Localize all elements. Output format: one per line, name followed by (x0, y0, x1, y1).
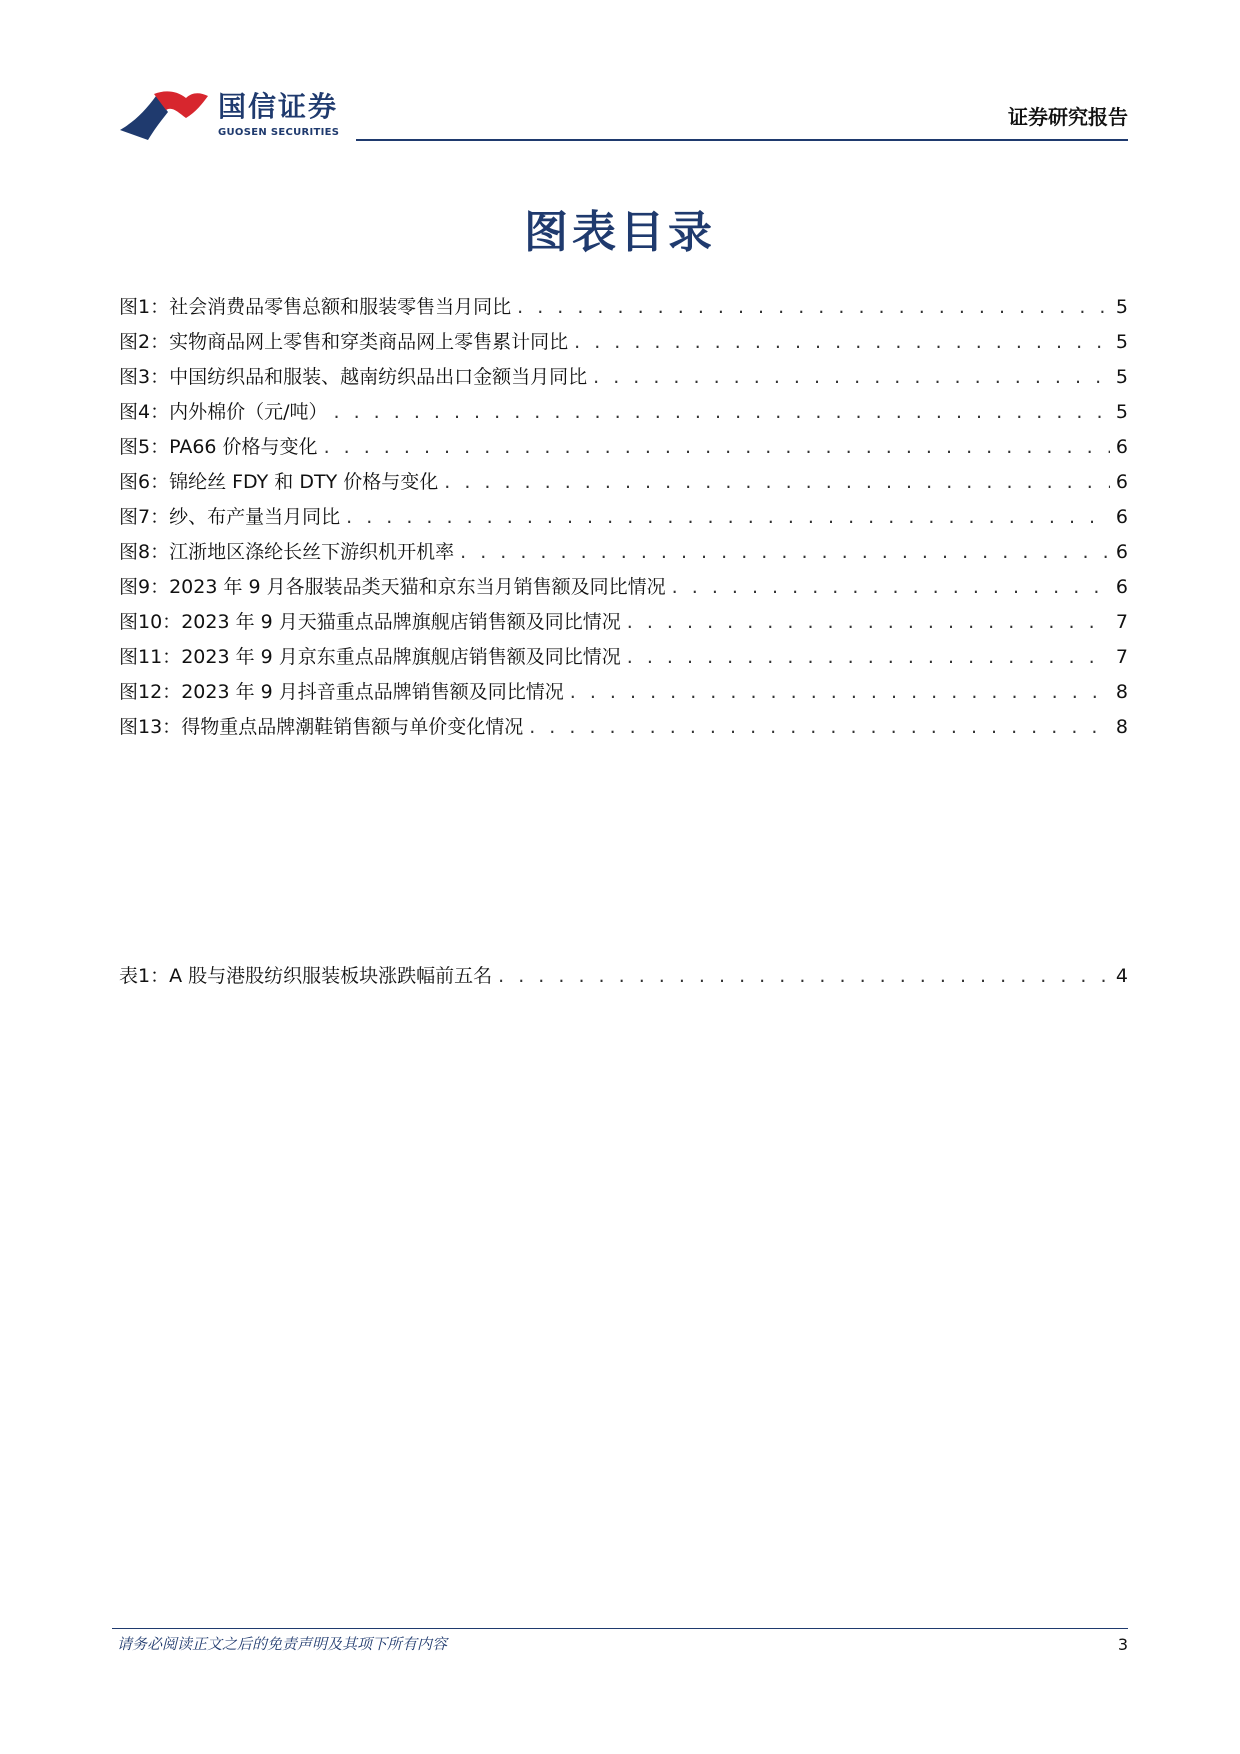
page-number: 3 (1117, 1635, 1128, 1654)
toc-entry-fig1[interactable] (119, 290, 1128, 325)
toc-leader-dots (574, 325, 1110, 360)
toc-entry-page: 7 (1115, 646, 1128, 668)
toc-entry-title: 中国纺织品和服装、越南纺织品出口金额当月同比 (169, 366, 588, 388)
toc-entry-page: 6 (1115, 576, 1128, 598)
toc-entry-title: 锦纶丝 FDY 和 DTY 价格与变化 (169, 471, 439, 493)
toc-entry-page: 6 (1115, 541, 1128, 563)
toc-entry-title: 江浙地区涤纶长丝下游织机开机率 (169, 541, 455, 563)
toc-leader-dots (627, 605, 1110, 640)
toc-entry-title: 内外棉价（元/吨） (169, 401, 328, 423)
toc-entry-label: 表1： (119, 965, 170, 987)
toc-entry-page: 6 (1115, 506, 1128, 528)
toc-entry-fig13[interactable] (119, 710, 1128, 745)
toc-entry-label: 图7： (119, 506, 170, 528)
toc-entry-label: 图2： (119, 331, 170, 353)
toc-leader-dots (517, 290, 1110, 325)
toc-leader-dots (346, 500, 1110, 535)
header-divider (356, 139, 1128, 141)
toc-entry-page: 6 (1115, 436, 1128, 458)
toc-entry-fig10[interactable] (119, 605, 1128, 640)
toc-entry-label: 图13： (119, 716, 182, 738)
toc-leader-dots (334, 395, 1110, 430)
toc-entry-title: 纱、布产量当月同比 (169, 506, 341, 528)
toc-leader-dots (444, 465, 1110, 500)
toc-entry-title: 2023 年 9 月抖音重点品牌销售额及同比情况 (181, 681, 564, 703)
figure-list (119, 290, 1128, 745)
toc-entry-label: 图3： (119, 366, 170, 388)
toc-entry-label: 图4： (119, 401, 170, 423)
toc-entry-page: 6 (1115, 471, 1128, 493)
toc-entry-fig2[interactable] (119, 325, 1128, 360)
toc-entry-page: 5 (1115, 366, 1128, 388)
toc-entry-fig8[interactable] (119, 535, 1128, 570)
toc-entry-page: 5 (1115, 331, 1128, 353)
toc-leader-dots (324, 430, 1110, 465)
toc-leader-dots (627, 640, 1110, 675)
toc-entry-label: 图11： (119, 646, 182, 668)
toc-leader-dots (672, 570, 1110, 605)
toc-entry-table1[interactable] (119, 959, 1128, 994)
toc-entry-label: 图6： (119, 471, 170, 493)
toc-entry-title: 2023 年 9 月各服装品类天猫和京东当月销售额及同比情况 (169, 576, 666, 598)
toc-leader-dots (593, 360, 1110, 395)
toc-entry-label: 图10： (119, 611, 182, 633)
toc-entry-page: 8 (1115, 681, 1128, 703)
guosen-logo-icon (120, 88, 210, 144)
toc-entry-fig12[interactable] (119, 675, 1128, 710)
toc-entry-fig11[interactable] (119, 640, 1128, 675)
toc-entry-page: 5 (1115, 296, 1128, 318)
toc-leader-dots (570, 675, 1110, 710)
toc-entry-label: 图8： (119, 541, 170, 563)
toc-entry-title: 得物重点品牌潮鞋销售额与单价变化情况 (181, 716, 524, 738)
toc-leader-dots (529, 710, 1110, 745)
toc-entry-fig4[interactable] (119, 395, 1128, 430)
table-list (119, 959, 1128, 994)
toc-leader-dots (460, 535, 1110, 570)
toc-entry-title: A 股与港股纺织服装板块涨跌幅前五名 (169, 965, 493, 987)
toc-entry-page: 8 (1115, 716, 1128, 738)
toc-entry-label: 图12： (119, 681, 182, 703)
logo-wordmark (218, 90, 339, 140)
toc-entry-label: 图5： (119, 436, 170, 458)
footer-divider (112, 1628, 1128, 1629)
toc-entry-fig6[interactable] (119, 465, 1128, 500)
toc-entry-fig3[interactable] (119, 360, 1128, 395)
toc-entry-page: 4 (1115, 965, 1128, 987)
toc-entry-fig5[interactable] (119, 430, 1128, 465)
footer-disclaimer: 请务必阅读正文之后的免责声明及其项下所有内容 (117, 1635, 448, 1653)
toc-entry-title: 社会消费品零售总额和服装零售当月同比 (169, 296, 512, 318)
toc-entry-title: PA66 价格与变化 (169, 436, 318, 458)
toc-entry-page: 7 (1115, 611, 1128, 633)
report-type-label: 证券研究报告 (1008, 105, 1128, 129)
page-title: 图表目录 (524, 207, 716, 258)
toc-entry-title: 实物商品网上零售和穿类商品网上零售累计同比 (169, 331, 569, 353)
toc-entry-fig9[interactable] (119, 570, 1128, 605)
toc-entry-label: 图9： (119, 576, 170, 598)
toc-entry-label: 图1： (119, 296, 170, 318)
toc-entry-title: 2023 年 9 月天猫重点品牌旗舰店销售额及同比情况 (181, 611, 621, 633)
logo-english-name: GUOSEN SECURITIES (218, 127, 340, 138)
toc-entry-page: 5 (1115, 401, 1128, 423)
toc-entry-fig7[interactable] (119, 500, 1128, 535)
logo-chinese-name: 国信证券 (218, 90, 339, 123)
toc-leader-dots (498, 959, 1110, 994)
toc-entry-title: 2023 年 9 月京东重点品牌旗舰店销售额及同比情况 (181, 646, 621, 668)
